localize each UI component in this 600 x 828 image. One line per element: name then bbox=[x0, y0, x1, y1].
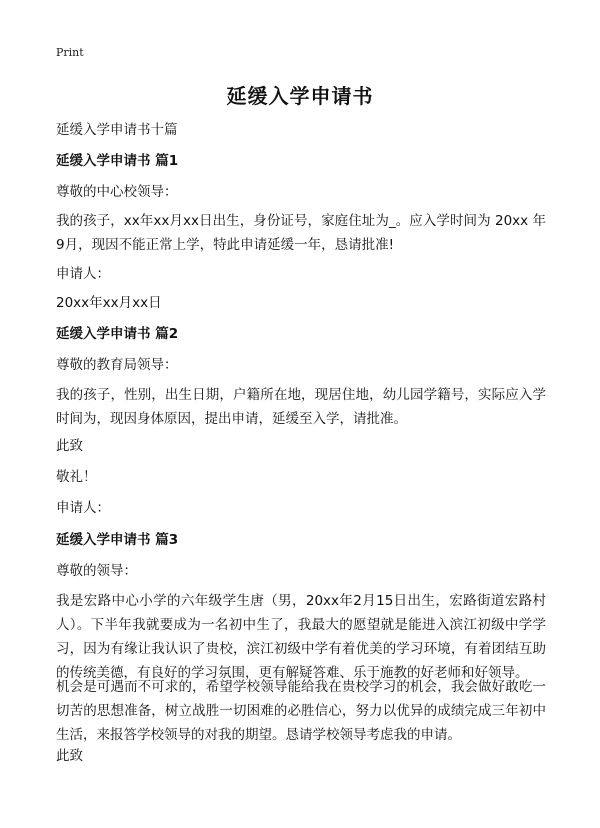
section-2-salute: 敬礼！ bbox=[56, 469, 97, 485]
section-1-applicant: 申请人： bbox=[56, 266, 110, 282]
section-3-greeting: 尊敬的领导： bbox=[56, 563, 137, 579]
section-2-heading: 延缓入学申请书 篇2 bbox=[56, 326, 179, 342]
section-2-applicant: 申请人： bbox=[56, 500, 110, 516]
print-label: Print bbox=[56, 46, 84, 59]
section-3-heading: 延缓入学申请书 篇3 bbox=[56, 532, 179, 548]
section-3-body-2: 机会是可遇而不可求的，希望学校领导能给我在贵校学习的机会，我会做好敢吃一切苦的思想准备，树立战胜一切困难的必胜信心，努力以优异的成绩完成三年初中生活，来报答学校领导的对我的期望。恳请学校领导考虑我的申请。 bbox=[56, 679, 546, 743]
section-3-closing: 此致 bbox=[56, 748, 83, 764]
page-title: 延缓入学申请书 bbox=[226, 84, 374, 108]
document-subtitle: 延缓入学申请书十篇 bbox=[56, 122, 178, 138]
section-2-body: 我的孩子，性别，出生日期，户籍所在地，现居住地，幼儿园学籍号，实际应入学时间为，现因身体原因，提出申请，延缓至入学，请批准。 bbox=[56, 387, 546, 427]
section-1-body: 我的孩子，xx年xx月xx日出生，身份证号，家庭住址为_。应入学时间为 20xx 年9月，现因不能正常上学，特此申请延缓一年，恳请批准! bbox=[56, 213, 546, 253]
section-1-greeting: 尊敬的中心校领导： bbox=[56, 184, 178, 200]
section-3-body-1: 我是宏路中心小学的六年级学生唐（男，20xx年2月15日出生，宏路街道宏路村人）。下半年我就要成为一名初中生了，我最大的愿望就是能进入滨江初级中学学习，因为有缘让我认识了贵校，滨江初级中学有着优美的学习环境，有着团结互助的传统美德，有良好的学习氛围，更有解疑答难、乐于施教的好老师和好领导。 bbox=[56, 593, 546, 681]
section-1-heading: 延缓入学申请书 篇1 bbox=[56, 153, 179, 169]
section-1-date: 20xx年xx月xx日 bbox=[56, 295, 162, 311]
section-2-closing: 此致 bbox=[56, 438, 83, 454]
section-2-greeting: 尊敬的教育局领导： bbox=[56, 357, 178, 373]
